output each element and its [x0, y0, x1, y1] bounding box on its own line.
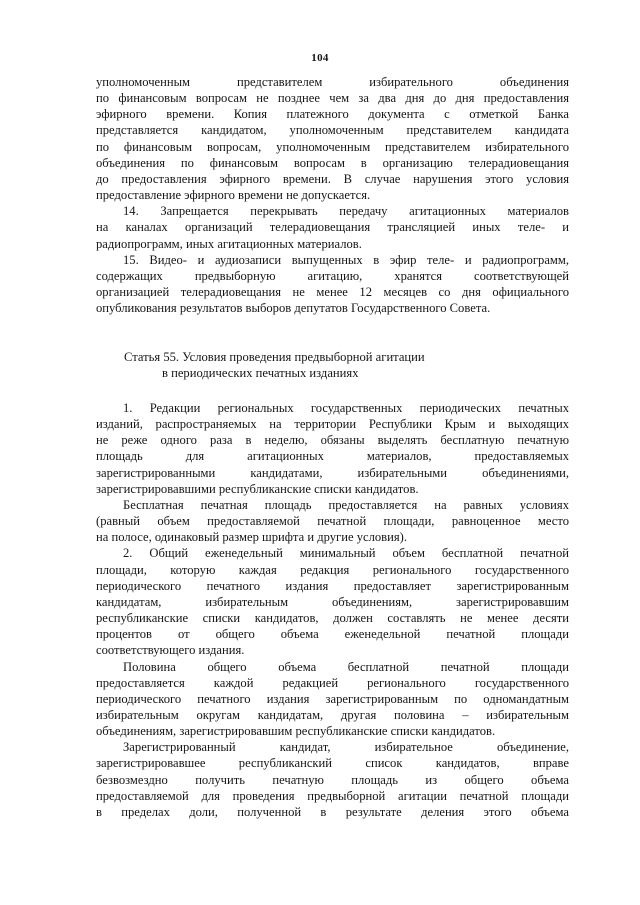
paragraph-free-space-start: Бесплатная печатная площадь предоставляется на равных условиях: [123, 497, 569, 512]
text-line: предоставление эфирного времени не допускается.: [96, 188, 371, 203]
article-title-line-2: в периодических печатных изданиях: [162, 366, 359, 380]
text-line: уполномоченным представителем избирательного объединения: [96, 75, 569, 89]
article-title-line-1: Статья 55. Условия проведения предвыборной агитации: [124, 350, 425, 364]
text-line: эфирного времени. Копия платежного документа с отметкой Банка: [96, 107, 569, 122]
body-text-top: [96, 74, 569, 316]
text-line: предоставляемой для проведения предвыборной агитации печатной площади: [96, 788, 569, 803]
paragraph-14-start: 14. Запрещается перекрывать передачу агитационных материалов: [123, 204, 569, 219]
text-line: зарегистрировавшее республиканский список кандидатов, вправе: [96, 756, 569, 771]
text-line: изданий, распространяемых на территории Республики Крым и выходящих: [96, 417, 569, 432]
text-line: предоставляется каждой редакцией регионального государственного: [96, 675, 569, 690]
text-line: безвозмездно получить печатную площадь из общего объема: [96, 772, 569, 787]
article-heading: [96, 349, 569, 381]
paragraph-1-start: 1. Редакции региональных государственных периодических печатных: [123, 401, 569, 415]
paragraph-2-start: 2. Общий еженедельный минимальный объем бесплатной печатной: [123, 546, 569, 561]
text-line: площадь для агитационных материалов, предоставляемых: [96, 449, 569, 464]
text-line: избирательным округам кандидатам, другая половина – избирательным: [96, 707, 569, 722]
text-line: периодического печатного издания предоставляет зарегистрированным: [96, 578, 569, 593]
text-line: (равный объем предоставляемой печатной площади, равноценное место: [96, 514, 569, 529]
paragraph-half-start: Половина общего объема бесплатной печатной площади: [123, 659, 569, 674]
text-line: опубликования результатов выборов депутатов Государственного Совета.: [96, 301, 491, 316]
paragraph-registered-start: Зарегистрированный кандидат, избирательное объединение,: [123, 740, 569, 755]
text-line: по финансовым вопросам не позднее чем за два дня до дня предоставления: [96, 91, 569, 106]
text-line: зарегистрированными кандидатами, избирательными объединениями,: [96, 465, 569, 480]
text-line: организацией телерадиовещания не менее 12 месяцев со дня официального: [96, 285, 569, 300]
page-number: 104: [311, 52, 329, 64]
text-line: содержащих предвыборную агитацию, хранятся соответствующей: [96, 268, 569, 283]
text-line: республиканские списки кандидатов, должен составлять не менее десяти: [96, 611, 569, 626]
text-line: радиопрограмм, иных агитационных материалов.: [96, 236, 362, 251]
text-line: периодического печатного издания зарегистрированным по одномандатным: [96, 691, 569, 706]
text-line: по финансовым вопросам, уполномоченным представителем избирательного: [96, 139, 569, 154]
text-line: не реже одного раза в неделю, обязаны выделять бесплатную печатную: [96, 433, 569, 448]
text-line: зарегистрировавшими республиканские списки кандидатов.: [96, 481, 419, 496]
paragraph-15-start: 15. Видео- и аудиозаписи выпущенных в эфир теле- и радиопрограмм,: [123, 252, 569, 267]
text-line: в пределах доли, полученной в результате деления этого объема: [96, 804, 569, 819]
text-line: представляется кандидатом, уполномоченным представителем кандидата: [96, 123, 569, 138]
text-line: на полосе, одинаковый размер шрифта и другие условия).: [96, 530, 407, 545]
text-line: объединениям, зарегистрировавшим республиканские списки кандидатов.: [96, 724, 496, 739]
text-line: процентов от общего объема еженедельной печатной площади: [96, 627, 569, 642]
text-line: кандидатам, избирательным объединениям, зарегистрировавшим: [96, 594, 569, 609]
text-line: на каналах организаций телерадиовещания трансляцией иных теле- и: [96, 220, 569, 235]
text-line: соответствующего издания.: [96, 643, 245, 658]
text-line: площади, которую каждая редакция регионального государственного: [96, 562, 569, 577]
text-line: объединения по финансовым вопросам в организацию телерадиовещания: [96, 155, 569, 170]
text-line: до предоставления эфирного времени. В случае нарушения этого условия: [96, 171, 569, 186]
body-text-bottom: [96, 400, 569, 820]
